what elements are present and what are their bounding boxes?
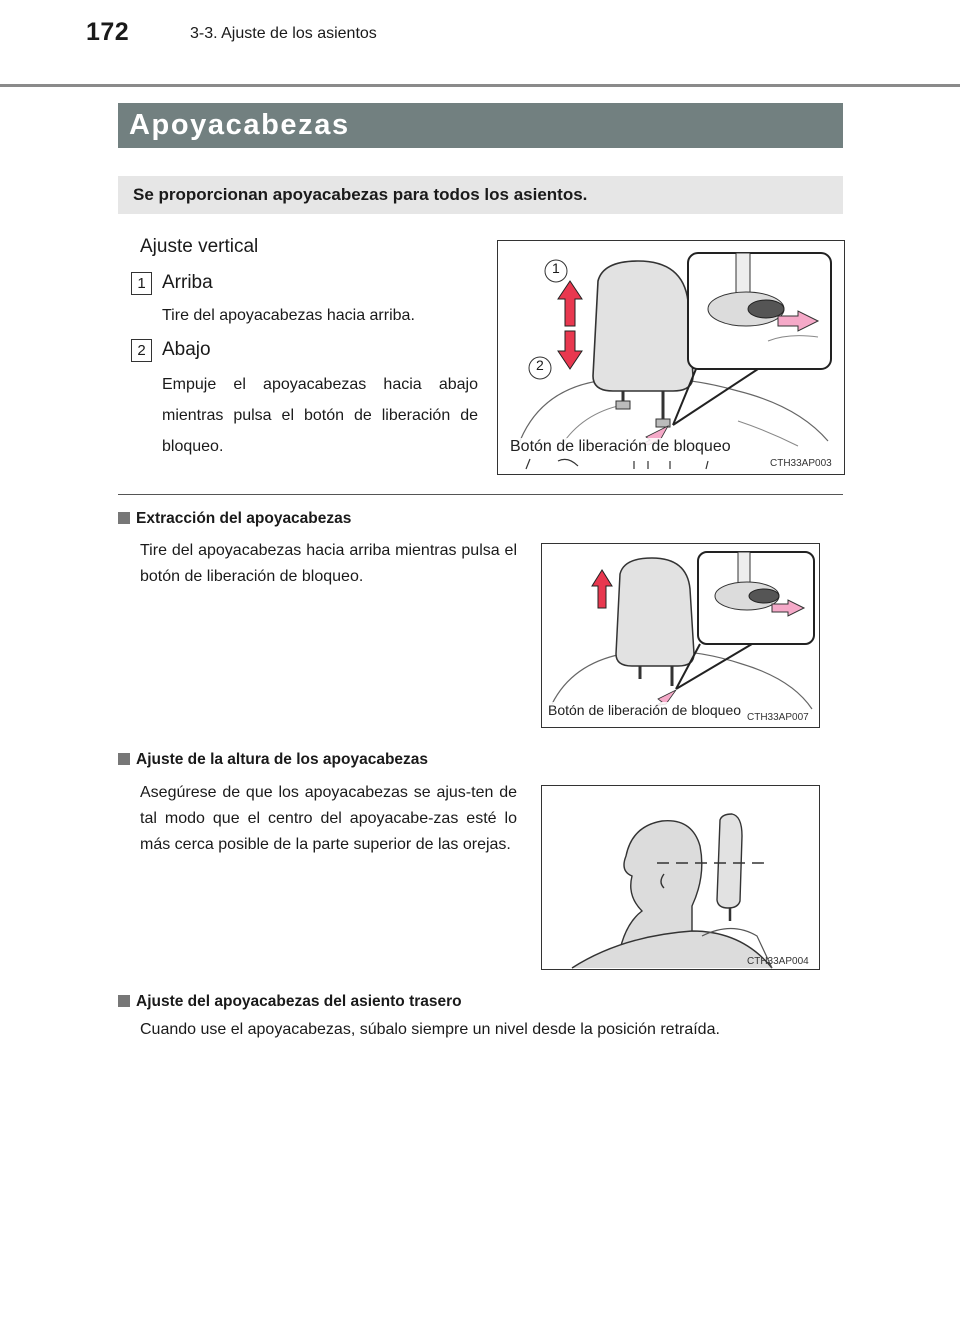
headrest-removal-illustration xyxy=(542,544,819,727)
square-bullet-icon xyxy=(118,995,130,1007)
figure-code: CTH33AP004 xyxy=(747,956,809,967)
page-number: 172 xyxy=(86,18,130,46)
intro-bar xyxy=(118,176,843,214)
callout-2: 2 xyxy=(536,357,544,373)
square-bullet-icon xyxy=(118,512,130,524)
separator xyxy=(118,494,843,495)
figure-height xyxy=(541,785,820,970)
figure-removal xyxy=(541,543,820,728)
step-desc-up: Tire del apoyacabezas hacia arriba. xyxy=(162,307,415,324)
step-desc-down: Empuje el apoyacabezas hacia abajo mientras pulsa el botón de liberación de bloqueo. xyxy=(162,376,478,455)
figure-code: CTH33AP003 xyxy=(770,458,832,469)
step-label-up: Arriba xyxy=(162,272,213,293)
square-bullet-icon xyxy=(118,753,130,765)
section-heading-height: Ajuste de la altura de los apoyacabezas xyxy=(118,751,428,769)
section-text-rear: Cuando use el apoyacabezas, súbalo siempre un nivel desde la posición retraída. xyxy=(140,1021,720,1038)
section-text-removal: Tire del apoyacabezas hacia arriba mientras pulsa el botón de liberación de bloqueo. xyxy=(140,542,517,585)
figure-code: CTH33AP007 xyxy=(747,712,809,723)
step-number-1: 1 xyxy=(131,272,152,295)
section-text-height: Asegúrese de que los apoyacabezas se ajus-ten de tal modo que el centro del apoyacabe-zas esté lo más cerca posible de la parte superior de las orejas. xyxy=(140,784,517,853)
breadcrumb: 3-3. Ajuste de los asientos xyxy=(190,25,377,42)
section-heading-removal: Extracción del apoyacabezas xyxy=(118,510,351,528)
callout-1: 1 xyxy=(552,260,560,276)
vertical-heading: Ajuste vertical xyxy=(140,236,259,257)
step-label-down: Abajo xyxy=(162,339,211,360)
section-heading-rear: Ajuste del apoyacabezas del asiento trasero xyxy=(118,993,462,1011)
figure-label-release-button: Botón de liberación de bloqueo xyxy=(548,702,742,718)
figure-vertical-adjust xyxy=(497,240,845,475)
head-and-headrest-illustration xyxy=(542,786,819,969)
page-title: Apoyacabezas xyxy=(129,109,350,141)
step-number-2: 2 xyxy=(131,339,152,362)
section-title-bar xyxy=(118,103,843,148)
figure-label-release-button: Botón de liberación de bloqueo xyxy=(510,438,731,455)
header-rule xyxy=(0,84,960,87)
intro-text: Se proporcionan apoyacabezas para todos los asientos. xyxy=(133,185,588,204)
